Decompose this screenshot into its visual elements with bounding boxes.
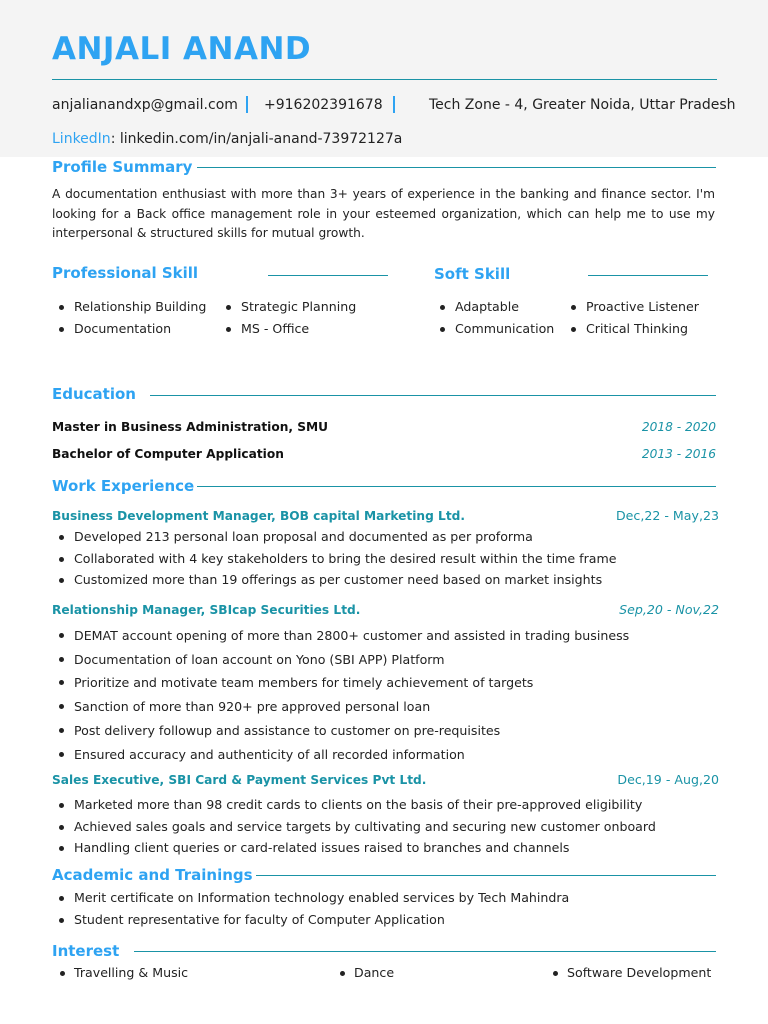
job-bullets <box>52 526 616 591</box>
job-bullets <box>52 624 629 766</box>
section-title-interest: Interest <box>52 942 120 960</box>
section-title-soft-skill: Soft Skill <box>434 265 511 283</box>
section-title-work-experience: Work Experience <box>52 477 195 495</box>
list-item: Dance <box>336 963 394 983</box>
education-degree: Bachelor of Computer Application <box>52 447 284 461</box>
education-years: 2013 - 2016 <box>641 447 716 461</box>
list-item: Handling client queries or card-related issues raised to branches and channels <box>52 837 656 859</box>
list-item: Travelling & Music <box>56 963 188 983</box>
email-text: anjalianandxp@gmail.com <box>52 97 238 113</box>
profile-summary-text: A documentation enthusiast with more than 3+ years of experience in the banking and finance sector. I'm looking for a Back office management role in your esteemed organization, which can help me to use my interpersonal & structured skills for mutual growth. <box>52 187 715 240</box>
job-dates: Sep,20 - Nov,22 <box>619 602 719 617</box>
section-divider <box>134 951 716 952</box>
candidate-name: ANJALI ANAND <box>52 31 312 67</box>
list-item: Marketed more than 98 credit cards to clients on the basis of their pre-approved eligibility <box>52 794 656 816</box>
list-item: Documentation <box>52 318 206 340</box>
linkedin-line <box>52 130 402 148</box>
list-item: Strategic Planning <box>219 296 356 318</box>
linkedin-label[interactable]: LinkedIn <box>52 131 111 147</box>
contact-separator <box>393 96 395 113</box>
job-header <box>52 507 719 525</box>
list-item: Achieved sales goals and service targets by cultivating and securing new customer onboard <box>52 816 656 838</box>
job-bullets <box>52 794 656 859</box>
job-header <box>52 771 719 789</box>
linkedin-url[interactable]: : linkedin.com/in/anjali-anand-73972127a <box>110 131 403 147</box>
section-title-professional-skill: Professional Skill <box>52 264 199 282</box>
interest-list <box>56 963 188 983</box>
list-item: Relationship Building <box>52 296 206 318</box>
list-item: Collaborated with 4 key stakeholders to bring the desired result within the time frame <box>52 548 616 570</box>
job-title: Relationship Manager, SBIcap Securities Ltd. <box>52 603 361 617</box>
list-item: Post delivery followup and assistance to customer on pre-requisites <box>52 719 629 743</box>
list-item: DEMAT account opening of more than 2800+ customer and assisted in trading business <box>52 624 629 648</box>
list-item: Sanction of more than 920+ pre approved personal loan <box>52 695 629 719</box>
list-item: Documentation of loan account on Yono (SBI APP) Platform <box>52 648 629 672</box>
job-title: Business Development Manager, BOB capital Marketing Ltd. <box>52 509 466 523</box>
list-item: Student representative for faculty of Computer Application <box>52 909 569 931</box>
interest-list <box>336 963 394 983</box>
interest-list <box>549 963 711 983</box>
job-title: Sales Executive, SBI Card & Payment Services Pvt Ltd. <box>52 773 427 787</box>
section-divider <box>197 167 716 168</box>
list-item: Adaptable <box>433 296 554 318</box>
section-title-education: Education <box>52 385 136 403</box>
phone-text: +916202391678 <box>264 97 383 113</box>
job-header <box>52 601 719 619</box>
education-degree: Master in Business Administration, SMU <box>52 420 329 434</box>
education-row <box>52 445 716 463</box>
list-item: MS - Office <box>219 318 356 340</box>
academic-list <box>52 887 569 930</box>
list-item: Prioritize and motivate team members for timely achievement of targets <box>52 671 629 695</box>
list-item: Proactive Listener <box>564 296 699 318</box>
section-title-academic: Academic and Trainings <box>52 866 253 884</box>
professional-skill-list-2 <box>219 296 356 340</box>
list-item: Ensured accuracy and authenticity of all recorded information <box>52 743 629 767</box>
section-title-profile-summary: Profile Summary <box>52 158 193 176</box>
header-divider <box>52 79 717 80</box>
job-dates: Dec,19 - Aug,20 <box>617 772 719 787</box>
list-item: Critical Thinking <box>564 318 699 340</box>
soft-skill-list-1 <box>433 296 554 340</box>
list-item: Customized more than 19 offerings as per customer need based on market insights <box>52 569 616 591</box>
section-divider <box>256 875 716 876</box>
list-item: Developed 213 personal loan proposal and documented as per proforma <box>52 526 616 548</box>
list-item: Software Development <box>549 963 711 983</box>
list-item: Communication <box>433 318 554 340</box>
address-text: Tech Zone - 4, Greater Noida, Uttar Pradesh <box>429 97 736 113</box>
section-divider <box>197 486 716 487</box>
section-divider <box>588 275 708 276</box>
education-years: 2018 - 2020 <box>641 420 716 434</box>
section-divider <box>268 275 388 276</box>
education-row <box>52 418 716 436</box>
professional-skill-list-1 <box>52 296 206 340</box>
soft-skill-list-2 <box>564 296 699 340</box>
contact-separator <box>246 96 248 113</box>
section-divider <box>150 395 716 396</box>
list-item: Merit certificate on Information technology enabled services by Tech Mahindra <box>52 887 569 909</box>
job-dates: Dec,22 - May,23 <box>615 508 719 523</box>
